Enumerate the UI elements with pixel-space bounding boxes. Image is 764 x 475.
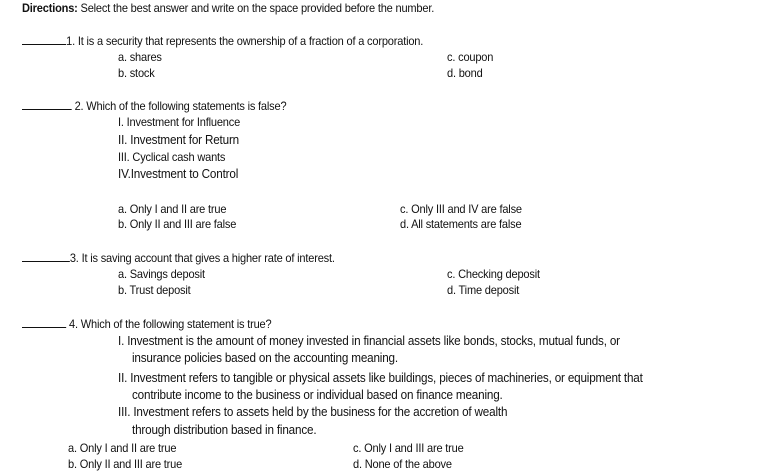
question-2-statement-1: I. Investment for Influence [118, 115, 241, 129]
directions [22, 2, 434, 14]
question-3-stem [22, 252, 335, 264]
question-2-text: Which of the following statements is false? [86, 99, 287, 113]
question-4-choice-a: a. Only I and II are true [68, 441, 177, 455]
answer-blank-1 [22, 43, 66, 45]
question-4-stem [22, 318, 271, 330]
question-4-choice-d: d. None of the above [353, 457, 452, 471]
question-3-choice-c: c. Checking deposit [447, 267, 540, 281]
question-1-stem [22, 35, 423, 47]
question-1-choice-d: d. bond [447, 66, 483, 80]
question-2-statement-3: III. Cyclical cash wants [118, 150, 226, 164]
question-1-number: 1. [66, 34, 76, 48]
question-3-choice-a: a. Savings deposit [118, 267, 205, 281]
question-2-stem [22, 100, 286, 112]
question-4-statement-1: I. Investment is the amount of money invested in financial assets like bonds, stocks, mutual funds, or [118, 333, 620, 348]
question-2-choice-d: d. All statements are false [400, 217, 522, 231]
answer-blank-4 [22, 326, 66, 328]
question-4-statement-3-cont: through distribution based in finance. [132, 422, 317, 437]
question-1-text: It is a security that represents the ownership of a fraction of a corporation. [77, 34, 424, 48]
question-3-choice-b: b. Trust deposit [118, 283, 191, 297]
question-4-statement-2-cont: contribute income to the business or individual based on finance meaning. [132, 387, 503, 402]
question-4-choice-b: b. Only II and III are true [68, 457, 183, 471]
answer-blank-3 [22, 260, 70, 262]
question-3-number: 3. [69, 251, 79, 265]
question-2-statement-2: II. Investment for Return [118, 132, 240, 147]
question-2-choice-b: b. Only II and III are false [118, 217, 237, 231]
question-2-statement-4: IV.Investment to Control [118, 166, 239, 181]
question-4-statement-1-cont: insurance policies based on the accounting meaning. [132, 350, 398, 365]
question-2-choice-c: c. Only III and IV are false [400, 202, 522, 216]
question-1-choice-c: c. coupon [447, 50, 494, 64]
answer-blank-2 [22, 108, 72, 110]
question-1-choice-a: a. shares [118, 50, 162, 64]
question-1-choice-b: b. stock [118, 66, 155, 80]
question-4-number: 4. [69, 317, 78, 331]
question-2-number: 2. [74, 99, 84, 113]
question-4-statement-2: II. Investment refers to tangible or physical assets like buildings, pieces of machineries, or equipment that [118, 370, 643, 385]
question-4-choice-c: c. Only I and III are true [353, 441, 464, 455]
question-3-choice-d: d. Time deposit [447, 283, 520, 297]
question-3-text: It is saving account that gives a higher rate of interest. [81, 251, 335, 265]
question-4-text: Which of the following statement is true? [80, 317, 272, 331]
question-4-statement-3: III. Investment refers to assets held by the business for the accretion of wealth [118, 404, 508, 419]
directions-label: Directions: [22, 1, 78, 15]
directions-text: Select the best answer and write on the space provided before the number. [77, 1, 435, 15]
question-2-choice-a: a. Only I and II are true [118, 202, 227, 216]
